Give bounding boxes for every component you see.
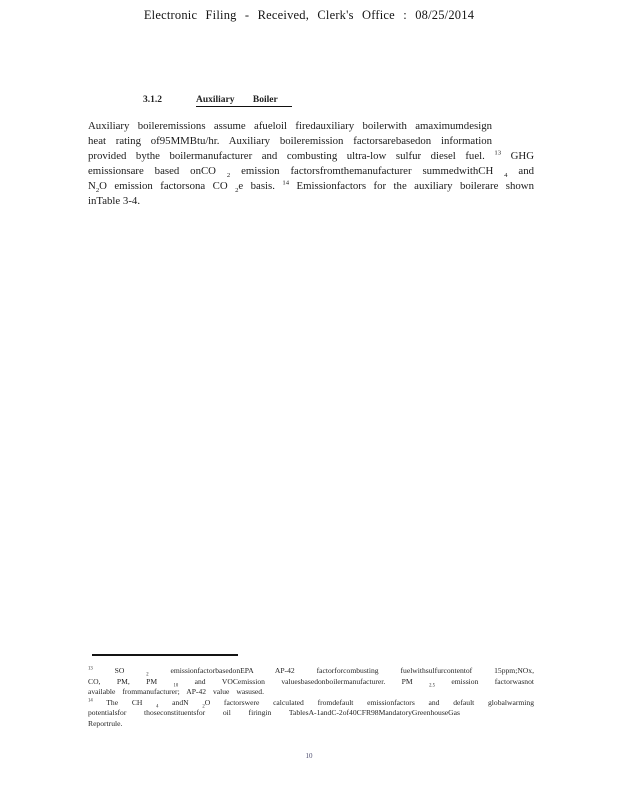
section-heading [143, 95, 292, 107]
filing-header: Electronic Filing - Received, Clerk's Office : 08/25/2014 [143, 8, 475, 22]
section-title: Auxiliary Boiler [196, 95, 292, 107]
paragraph-line: emissionsare based onCO $_2$ emission factorsfromthemanufacturer summedwithCH $_4$ and [88, 165, 534, 180]
footnote-13-line: $^{13}$ SO $_2$ emissionfactorbasedonEPA AP-42 factorforcombusting fuelwithsulfurcontentof 15ppm;NOx, [88, 666, 534, 678]
footnote-separator [92, 654, 238, 656]
footnote-14-line: potentialsfor thoseconstituentsfor oil firingin TablesA-1andC-2of40CFR98MandatoryGreenhouseGas [88, 708, 460, 718]
footnote-14-line: Reportrule. [88, 718, 123, 728]
section-number: 3.1.2 [143, 95, 162, 105]
footnote-13-line: available frommanufacturer; AP-42 value wasused. [88, 687, 264, 697]
page-number: 10 [305, 752, 313, 760]
body-paragraph [88, 119, 534, 209]
footnote-13-line: CO, PM, PM $_{10}$ and VOCemission valuesbasedonboilermanufacturer. PM $_{2.5}$ emission factorwasnot [88, 676, 534, 689]
paragraph-line: inTable 3-4. [88, 195, 141, 207]
paragraph-line: Auxiliary boileremissions assume afueloil firedauxiliary boilerwith amaximumdesign [88, 120, 492, 132]
footnotes-block [88, 666, 534, 730]
footnote-14-line: $^{14}$ The CH $_4$ andN $_2$O factorswere calculated fromdefault emissionfactors and default globalwarming [88, 697, 534, 710]
paragraph-line: provided bythe boilermanufacturer and combusting ultra-low sulfur diesel fuel. $^{13}$ GHG [88, 149, 534, 162]
paragraph-line: $N_2O$ emission factorsona CO $_2$e basis. $^{14}$ Emissionfactors for the auxiliary boilerare shown [88, 179, 534, 195]
paragraph-line: heat rating of95MMBtu/hr. Auxiliary boileremission factorsarebasedon information [88, 135, 492, 147]
